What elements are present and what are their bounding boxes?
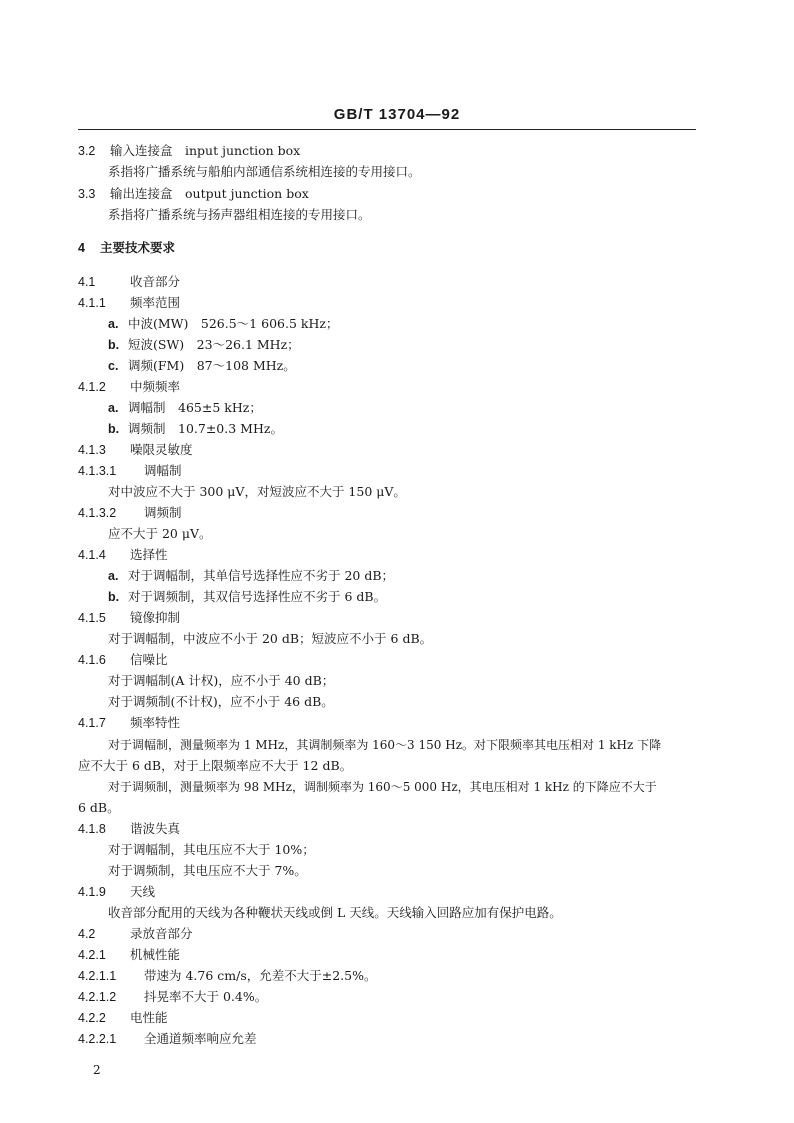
line-text: 应不大于 6 dB，对于上限频率应不大于 12 dB。 — [78, 758, 353, 773]
clause-num: 4.1.9 — [78, 885, 106, 899]
clause-num: 4.1.1 — [78, 296, 106, 310]
clause-num: 4.1.6 — [78, 653, 106, 667]
line-text: 对于调频制，测量频率为 98 MHz，调制频率为 160～5 000 Hz，其电压相对 1 kHz 的下降应不大于 — [108, 780, 657, 794]
line — [78, 947, 180, 963]
clause-num: 4.1.8 — [78, 822, 106, 836]
line-text: 机械性能 — [130, 947, 181, 962]
line — [78, 295, 180, 311]
clause-num: 4 — [78, 241, 85, 255]
line-text: 天线 — [130, 884, 156, 899]
clause-num: 4.2.1 — [78, 948, 106, 962]
line — [108, 863, 307, 879]
clause-num: 4.1 — [78, 275, 96, 289]
line — [78, 143, 300, 159]
line-text: 系指将广播系统与扬声器组相连接的专用接口。 — [108, 207, 371, 222]
line-text: 调频制 — [144, 505, 182, 520]
line — [108, 905, 562, 921]
line — [108, 779, 657, 795]
line-text: 调幅制 465±5 kHz； — [128, 400, 262, 415]
line — [78, 968, 377, 984]
line — [108, 526, 212, 542]
line — [78, 758, 352, 774]
clause-num: 3.2 — [78, 144, 96, 158]
item-label: b. — [108, 590, 120, 604]
clause-num: 4.2.1.1 — [78, 969, 117, 983]
clause-num: 4.2.2.1 — [78, 1032, 117, 1046]
line — [78, 610, 180, 626]
line-text: 对于调幅制，其电压应不大于 10%； — [108, 842, 315, 857]
line-text: 中频频率 — [130, 379, 181, 394]
line — [108, 842, 315, 858]
item-label: a. — [108, 401, 119, 415]
line-text: 中波(MW) 526.5～1 606.5 kHz； — [128, 316, 339, 331]
line — [78, 1031, 257, 1047]
item-label: c. — [108, 359, 119, 373]
clause-num: 4.2.1.2 — [78, 990, 117, 1004]
line — [108, 737, 661, 753]
line — [108, 484, 406, 500]
item-label: b. — [108, 422, 120, 436]
clause-num: 4.1.3.1 — [78, 464, 117, 478]
line-text: 谐波失真 — [130, 821, 181, 836]
line-text: 对于调幅制，测量频率为 1 MHz，其调制频率为 160～3 150 Hz。对下限频率其电压相对 1 kHz 下降 — [108, 738, 662, 752]
line — [78, 1010, 168, 1026]
line-text: 带速为 4.76 cm/s，允差不大于±2.5%。 — [144, 968, 377, 983]
list-item — [108, 337, 300, 353]
item-label: a. — [108, 317, 119, 331]
clause-num: 4.1.5 — [78, 611, 106, 625]
list-item — [108, 400, 262, 416]
line — [108, 631, 432, 647]
line-text: 全通道频率响应允差 — [144, 1031, 257, 1046]
list-item — [108, 421, 283, 437]
clause-num: 4.1.4 — [78, 548, 106, 562]
line — [78, 442, 193, 458]
page-number: 2 — [93, 1063, 101, 1077]
line-text: 镜像抑制 — [130, 610, 181, 625]
line — [108, 694, 334, 710]
line-text: 系指将广播系统与船舶内部通信系统相连接的专用接口。 — [108, 164, 421, 179]
line-text: 对于调频制(不计权)，应不小于 46 dB。 — [108, 694, 334, 709]
section-heading — [78, 240, 175, 256]
line-text: 对于调频制，其双信号选择性应不劣于 6 dB。 — [128, 589, 387, 604]
list-item — [108, 358, 296, 374]
line — [78, 800, 120, 816]
clause-num: 4.1.2 — [78, 380, 106, 394]
line-text: 收音部分配用的天线为各种鞭状天线或倒 L 天线。天线输入回路应加有保护电路。 — [108, 905, 562, 920]
standard-header: GB/T 13704—92 — [333, 106, 461, 123]
line-text: 频率范围 — [130, 295, 181, 310]
line-text: 信噪比 — [130, 652, 168, 667]
line-text: 对中波应不大于 300 μV，对短波应不大于 150 μV。 — [108, 484, 406, 499]
line-text: 输入连接盒 input junction box — [110, 143, 301, 158]
line — [108, 207, 371, 223]
line-text: 频率特性 — [130, 715, 181, 730]
line-text: 对于调频制，其电压应不大于 7%。 — [108, 863, 307, 878]
line-text: 主要技术要求 — [100, 240, 176, 255]
clause-num: 4.1.7 — [78, 716, 106, 730]
line-text: 应不大于 20 μV。 — [108, 526, 212, 541]
line — [78, 463, 182, 479]
line — [78, 186, 309, 202]
list-item — [108, 316, 338, 332]
line-text: 抖晃率不大于 0.4%。 — [144, 989, 268, 1004]
line-text: 调频制 10.7±0.3 MHz。 — [128, 421, 283, 436]
line-text: 对于调幅制，其单信号选择性应不劣于 20 dB； — [128, 568, 395, 583]
line — [78, 989, 267, 1005]
line-text: 噪限灵敏度 — [130, 442, 193, 457]
line — [78, 652, 168, 668]
line — [78, 884, 155, 900]
line-text: 录放音部分 — [130, 926, 193, 941]
clause-num: 4.1.3.2 — [78, 506, 117, 520]
line-text: 对于调幅制(A 计权)，应不小于 40 dB； — [108, 673, 335, 688]
header-rule — [78, 129, 696, 130]
clause-num: 4.2 — [78, 927, 96, 941]
line — [78, 926, 193, 942]
clause-num: 4.1.3 — [78, 443, 106, 457]
line-text: 短波(SW) 23～26.1 MHz； — [128, 337, 300, 352]
line-text: 6 dB。 — [78, 800, 120, 815]
line — [78, 379, 180, 395]
line — [78, 547, 168, 563]
list-item — [108, 568, 394, 584]
line-text: 对于调幅制，中波应不小于 20 dB；短波应不小于 6 dB。 — [108, 631, 433, 646]
line-text: 输出连接盒 output junction box — [110, 186, 309, 201]
clause-num: 3.3 — [78, 187, 96, 201]
line-text: 选择性 — [130, 547, 168, 562]
list-item — [108, 589, 386, 605]
item-label: b. — [108, 338, 120, 352]
item-label: a. — [108, 569, 119, 583]
line-text: 收音部分 — [130, 274, 181, 289]
line — [78, 505, 182, 521]
line — [78, 715, 180, 731]
line — [108, 673, 334, 689]
line-text: 调频(FM) 87～108 MHz。 — [128, 358, 296, 373]
line — [78, 821, 180, 837]
line-text: 调幅制 — [144, 463, 182, 478]
line-text: 电性能 — [130, 1010, 168, 1025]
clause-num: 4.2.2 — [78, 1011, 106, 1025]
line — [108, 164, 421, 180]
line — [78, 274, 180, 290]
